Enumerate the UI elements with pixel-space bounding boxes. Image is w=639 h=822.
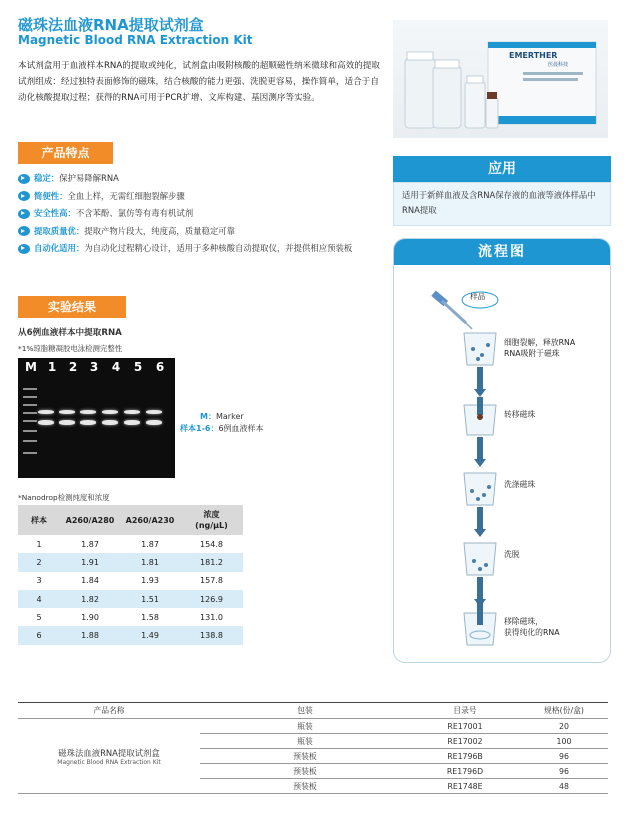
table-row — [18, 535, 243, 553]
table-cell: 96 — [520, 749, 608, 764]
column-header: 目录号 — [410, 703, 520, 719]
table-cell: 1 — [36, 539, 42, 549]
feature-key: 安全性高： — [34, 208, 76, 218]
rna-band — [102, 420, 118, 425]
lane-label: 6 — [155, 360, 165, 374]
column-header: A260/A230 — [120, 505, 180, 535]
table-cell: 1.93 — [141, 576, 159, 586]
table-cell: 48 — [520, 779, 608, 794]
arrow-down-icon — [474, 507, 486, 537]
table-cell: 1.82 — [60, 590, 120, 608]
application-heading: 应用 — [393, 156, 611, 182]
feature-item — [18, 170, 390, 188]
table-cell: 20 — [520, 719, 608, 734]
tube-icon — [464, 473, 496, 505]
product-name-cn: 磁珠法血液RNA提取试剂盒 — [58, 747, 160, 758]
rna-band — [146, 420, 162, 425]
table-cell: 1.88 — [60, 626, 120, 644]
table-header-row — [18, 505, 243, 535]
flow-sample-label: 样品 — [470, 292, 486, 301]
table-cell: 3 — [36, 576, 42, 586]
feature-desc: 全血上样，无需红细胞裂解步骤 — [67, 190, 185, 201]
table-cell: RE17001 — [410, 719, 520, 734]
feature-key: 提取质量优： — [34, 225, 85, 236]
feature-text — [34, 205, 390, 223]
flow-chart — [393, 238, 611, 663]
table-cell: 96 — [520, 764, 608, 779]
feature-key: 稳定： — [34, 173, 60, 183]
flow-step: 移除磁珠， 获得纯化的RNA — [504, 617, 560, 637]
gel-image — [18, 358, 175, 478]
marker-band — [23, 430, 37, 432]
arrow-bullet-icon — [18, 209, 30, 219]
column-header: 浓度 (ng/μL) — [180, 505, 243, 535]
legend-text: 6例血液样本 — [218, 424, 264, 433]
feature-text — [34, 223, 390, 241]
brand-logo: EMERTHER — [509, 51, 558, 60]
marker-band — [23, 404, 37, 406]
flow-step: 洗脱 — [504, 550, 520, 559]
table-cell: 1.58 — [141, 612, 159, 622]
legend-key: M： — [200, 412, 216, 421]
table-cell: 1.91 — [60, 553, 120, 571]
column-header: 产品名称 — [18, 703, 200, 719]
table-cell: 131.0 — [200, 612, 223, 622]
column-header: 规格(份/盒) — [520, 703, 608, 719]
product-photo — [393, 20, 608, 138]
lane-label: 5 — [133, 360, 143, 374]
table-cell: 4 — [18, 590, 60, 608]
table-cell: 预装板 — [200, 779, 410, 794]
product-name-cell — [18, 719, 200, 794]
column-header: 样本 — [18, 505, 60, 535]
product-name-en: Magnetic Blood RNA Extraction Kit — [57, 758, 161, 766]
features-heading: 产品特点 — [18, 142, 113, 164]
table-cell: 138.8 — [180, 626, 243, 644]
lane-label: 4 — [111, 360, 121, 374]
flow-heading: 流程图 — [394, 239, 610, 265]
page-title: 磁珠法血液RNA提取试剂盒 — [18, 16, 204, 34]
rna-band — [38, 410, 54, 414]
svg-text:医晨科技: 医晨科技 — [548, 62, 569, 68]
table-row — [18, 719, 608, 734]
table-cell: 126.9 — [180, 590, 243, 608]
flow-step: 细胞裂解，释放RNA RNA吸附于磁珠 — [504, 338, 576, 358]
feature-text — [34, 170, 390, 188]
table-cell: 1.87 — [81, 539, 99, 549]
marker-band — [23, 388, 37, 390]
results-subtitle: 从6例血液样本中提取RNA — [18, 328, 122, 338]
lane-label: 1 — [47, 360, 57, 374]
table-row — [18, 626, 243, 644]
tube-icon — [464, 543, 496, 575]
results-heading: 实验结果 — [18, 296, 126, 318]
rna-band — [124, 410, 140, 414]
table-cell: 181.2 — [180, 553, 243, 571]
arrow-down-icon — [474, 367, 486, 397]
intro-paragraph: 本试剂盒用于血液样本RNA的提取或纯化，试剂盒由吸附核酸的超顺磁性纳米微球和高效的提取试剂组成：经过独特表面修饰的磁珠，结合核酸的能力更强、洗脱更容易，操作简单，适合于自动化核酸提取过程；获得的RNA可用于PCR扩增、文库构建、基因测序等实验。 — [18, 61, 381, 103]
lane-label: M — [25, 360, 37, 374]
column-header: 包装 — [200, 703, 410, 719]
arrow-bullet-icon — [18, 174, 30, 184]
table-cell: 154.8 — [200, 539, 223, 549]
flow-step: 转移磁珠 — [504, 410, 536, 419]
marker-band — [23, 420, 37, 422]
tube-icon — [464, 333, 496, 365]
rna-band — [59, 410, 75, 414]
rna-band — [102, 410, 118, 414]
table-cell: RE1796D — [410, 764, 520, 779]
table-row — [18, 572, 243, 590]
feature-text — [34, 240, 390, 258]
rna-band — [146, 410, 162, 414]
table-cell: 预装板 — [200, 764, 410, 779]
table-cell: 1.51 — [120, 590, 180, 608]
table-cell: 瓶装 — [200, 719, 410, 734]
arrow-bullet-icon — [18, 244, 30, 254]
marker-band — [23, 396, 37, 398]
table-cell: 6 — [18, 626, 60, 644]
rna-band — [80, 420, 96, 425]
feature-key: 自动化适用： — [34, 243, 85, 253]
feature-text — [34, 188, 390, 206]
features-list — [18, 170, 390, 258]
table-cell: RE1796B — [410, 749, 520, 764]
tube-icon — [464, 595, 496, 645]
feature-item — [18, 240, 390, 258]
table-header-row — [18, 703, 608, 719]
rna-band — [59, 420, 75, 425]
table-row — [18, 553, 243, 571]
page-subtitle: Magnetic Blood RNA Extraction Kit — [18, 33, 253, 47]
marker-band — [23, 452, 37, 454]
flow-step: 洗涤磁珠 — [504, 480, 536, 489]
rna-band — [38, 420, 54, 425]
feature-desc: 保护易降解RNA — [59, 173, 119, 183]
arrow-down-icon — [474, 437, 486, 467]
arrow-bullet-icon — [18, 191, 30, 201]
rna-band — [80, 410, 96, 414]
table-cell: 1.90 — [81, 612, 99, 622]
feature-desc: 为自动化过程精心设计，适用于多种核酸自动提取仪，并提供相应预装板 — [84, 243, 353, 253]
feature-desc: 提取产物片段大，纯度高，质量稳定可靠 — [84, 225, 235, 236]
rna-band — [124, 420, 140, 425]
lane-label: 2 — [68, 360, 78, 374]
table-cell: 1.49 — [120, 626, 180, 644]
feature-item — [18, 223, 390, 241]
column-header: A260/A280 — [60, 505, 120, 535]
table-row — [18, 590, 243, 608]
table-cell: 1.84 — [81, 576, 99, 586]
table-cell: 1.81 — [120, 553, 180, 571]
gel-note: *1%琼脂糖凝胶电泳检测完整性 — [18, 344, 123, 353]
table-cell: 157.8 — [200, 576, 223, 586]
table-cell: 5 — [36, 612, 42, 622]
table-cell: 100 — [520, 734, 608, 749]
nanodrop-note: *Nanodrop检测纯度和浓度 — [18, 493, 110, 502]
table-row — [18, 608, 243, 626]
table-cell: 2 — [18, 553, 60, 571]
marker-band — [23, 412, 37, 414]
application-text: 适用于新鲜血液及含RNA保存液的血液等液体样品中RNA提取 — [393, 182, 611, 226]
tube-icon — [464, 397, 496, 435]
feature-key: 简便性： — [34, 190, 68, 201]
table-cell: 1.87 — [141, 539, 159, 549]
lane-label: 3 — [89, 360, 99, 374]
feature-item — [18, 205, 390, 223]
legend-key: 样本1-6： — [180, 424, 219, 433]
arrow-bullet-icon — [18, 226, 30, 236]
table-cell: RE1748E — [410, 779, 520, 794]
table-cell: 瓶装 — [200, 734, 410, 749]
table-cell: RE17002 — [410, 734, 520, 749]
feature-item — [18, 188, 390, 206]
marker-band — [23, 440, 37, 442]
table-cell: 预装板 — [200, 749, 410, 764]
feature-desc: 不含苯酚、氯仿等有毒有机试剂 — [75, 208, 194, 218]
gel-legend — [180, 411, 264, 435]
legend-text: Marker — [216, 412, 244, 421]
ordering-table — [18, 702, 608, 794]
purity-table — [18, 505, 243, 645]
